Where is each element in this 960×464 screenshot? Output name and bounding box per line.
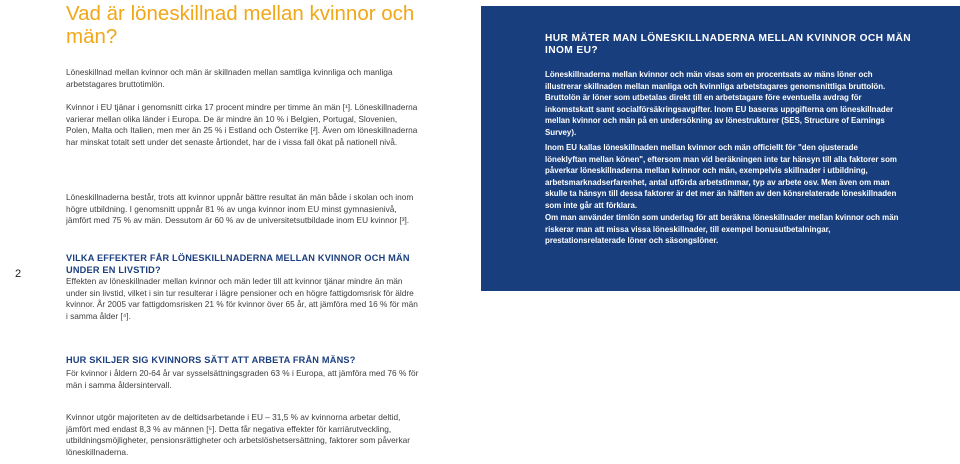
part-time-paragraph: Kvinnor utgör majoriteten av de deltidsarbetande i EU – 31,5 % av kvinnorna arbetar deltid, jämfört med endast 8,3 % av männen [⁵]. Detta får negativa effekter för karriärutveckling, utbildningsmöjligheter, pensionsrättigheter och arbetslöshetsersättning, faktorer som påverkar löneskillnaderna.	[66, 412, 411, 458]
page-title: Vad är löneskillnad mellan kvinnor och män?	[66, 2, 415, 48]
info-box-heading: HUR MÄTER MAN LÖNESKILLNADERNA MELLAN KVINNOR OCH MÄN INOM EU?	[545, 33, 912, 56]
work-differences-heading: HUR SKILJER SIG KVINNORS SÄTT ATT ARBETA FRÅN MÄNS?	[66, 355, 356, 365]
lifetime-effects-heading: VILKA EFFEKTER FÅR LÖNESKILLNADERNA MELLAN KVINNOR OCH MÄN UNDER EN LIVSTID?	[66, 253, 410, 275]
eu-average-paragraph: Kvinnor i EU tjänar i genomsnitt cirka 17 procent mindre per timme än män [¹]. Löneskillnaderna varierar mellan olika länder i Europa. De är mindre än 10 % i Belgien, Portugal, Slovenien, Polen, Malta och Italien, men mer än 25 % i Estland och Österrike [²]. Även om löneskillnaderna har minskat totalt sett under det senaste årtiondet, har de i vissa fall ökat på nationell nivå.	[66, 102, 418, 148]
info-box-paragraph-unadjusted: Inom EU kallas löneskillnaden mellan kvinnor och män officiellt för "den ojusterade löneklyftan mellan könen", eftersom man vid beräkningen inte tar hänsyn till alla faktorer som påverkar löneskillnaderna mellan kvinnor och män, exempelvis skillnader i utbildning, arbetsmarknadserfarenhet, antal utförda arbetstimmar, typ av arbete osv. Men även om man skulle ta hänsyn till dessa faktorer är det mer än hälften av den könsrelaterade löneskillnaden som inte går att förklara.	[545, 143, 897, 210]
page-number-left: 2	[15, 268, 22, 280]
intro-paragraph: Löneskillnad mellan kvinnor och män är skillnaden mellan samtliga kvinnliga och manliga arbetstagares bruttotimlön.	[66, 67, 393, 89]
info-box-paragraph-hourly: Om man använder timlön som underlag för att beräkna löneskillnader mellan kvinnor och män riskerar man att missa vissa löneskillnader, till exempel bonusutbetalningar, prestationsrelaterade löner och säsongslöner.	[545, 213, 899, 246]
education-paragraph: Löneskillnaderna består, trots att kvinnor uppnår bättre resultat än män både i skolan och inom högre utbildning. I genomsnitt uppnår 81 % av unga kvinnor inom EU minst gymnasienivå, jämfört med 75 % av män. Dessutom är 60 % av de universitetsutbildade inom EU kvinnor [³].	[66, 192, 414, 226]
employment-rate-paragraph: För kvinnor i åldern 20-64 år var sysselsättningsgraden 63 % i Europa, att jämföra med 76 % för män i samma åldersintervall.	[66, 368, 419, 390]
info-box-paragraph-measure: Löneskillnaderna mellan kvinnor och män visas som en procentsats av mäns löner och illustrerar skillnaden mellan manliga och kvinnliga arbetstagares genomsnittliga bruttolön. Bruttolön är löner som utbetalas direkt till en arbetstagare före eventuella avdrag för inkomstskatt samt socialförsäkringsavgifter. Inom EU baseras uppgifterna om löneskillnader mellan kvinnor och män på en undersökning av lönestrukturer (SES, Structure of Earnings Survey).	[545, 70, 894, 137]
lifetime-effects-paragraph: Effekten av löneskillnader mellan kvinnor och män leder till att kvinnor tjänar mindre än män under sin livstid, vilket i sin tur resulterar i lägre pensioner och en högre fattigdomsrisk för äldre kvinnor. År 2005 var fattigdomsrisken 21 % för kvinnor över 65 år, att jämföra med 16 % för män i samma ålder [⁴].	[66, 276, 418, 322]
